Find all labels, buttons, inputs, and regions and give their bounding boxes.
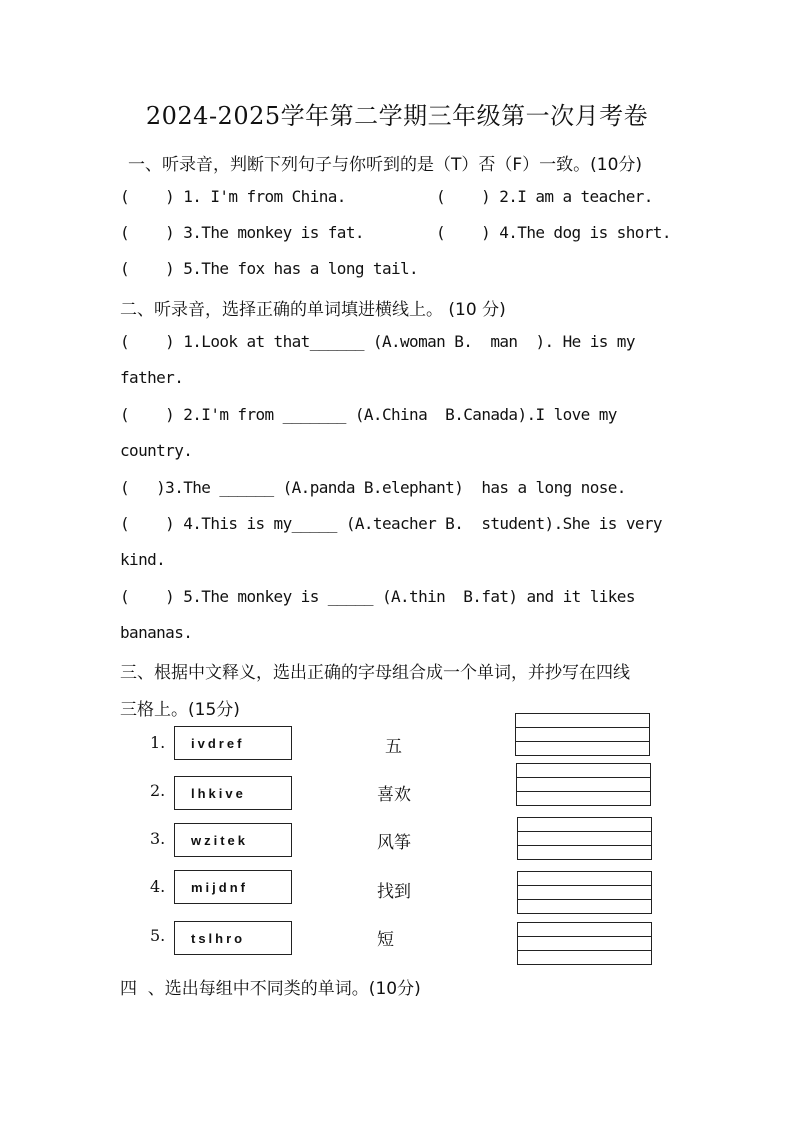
section2-line-3: ( ) 2.I'm from _______ (A.China B.Canada).I love my (120, 405, 617, 424)
chinese-meaning: 喜欢 (377, 785, 411, 805)
section1-item-5: ( ) 5.The fox has a long tail. (120, 259, 419, 278)
section2-line-1: ( ) 1.Look at that______ (A.woman B. man ). He is my (120, 332, 635, 351)
section1-heading: 一、听录音，判断下列句子与你听到的是（T）否（F）一致。(10分) (128, 155, 643, 175)
section2-line-4: country. (120, 441, 193, 460)
section2-line-7: kind. (120, 550, 166, 569)
section1-item-4: ( ) 4.The dog is short. (436, 223, 671, 242)
four-line-grid[interactable] (515, 713, 650, 756)
four-line-grid[interactable] (517, 922, 652, 965)
section1-item-3: ( ) 3.The monkey is fat. (120, 223, 364, 242)
section2-heading: 二、听录音，选择正确的单词填进横线上。 (10 分) (120, 300, 506, 320)
row-number: 4. (150, 877, 166, 896)
section4-heading: 四 、选出每组中不同类的单词。(10分) (120, 979, 421, 999)
letter-box: tslhro (174, 921, 292, 955)
chinese-meaning: 短 (377, 930, 394, 950)
four-line-grid[interactable] (516, 763, 651, 806)
letter-box: ivdref (174, 726, 292, 760)
row-number: 1. (150, 733, 166, 752)
chinese-meaning: 五 (385, 737, 402, 757)
section1-item-1: ( ) 1. I'm from China. (120, 187, 346, 206)
section2-line-8: ( ) 5.The monkey is _____ (A.thin B.fat) and it likes (120, 587, 635, 606)
section1-item-2: ( ) 2.I am a teacher. (436, 187, 653, 206)
section2-line-6: ( ) 4.This is my_____ (A.teacher B. student).She is very (120, 514, 662, 533)
section2-line-5: ( )3.The ______ (A.panda B.elephant) has a long nose. (120, 478, 626, 497)
section2-line-9: bananas. (120, 623, 193, 642)
letter-box: lhkive (174, 776, 292, 810)
chinese-meaning: 找到 (377, 882, 411, 902)
exam-title: 2024-2025学年第二学期三年级第一次月考卷 (145, 102, 649, 130)
row-number: 5. (150, 926, 166, 945)
section2-line-2: father. (120, 368, 184, 387)
row-number: 3. (150, 829, 166, 848)
letter-box: wzitek (174, 823, 292, 857)
four-line-grid[interactable] (517, 871, 652, 914)
row-number: 2. (150, 781, 166, 800)
letter-box: mijdnf (174, 870, 292, 904)
chinese-meaning: 风筝 (377, 833, 411, 853)
four-line-grid[interactable] (517, 817, 652, 860)
section3-heading: 三、根据中文释义，选出正确的字母组合成一个单词，并抄写在四线 (120, 663, 630, 683)
section3-heading-cont: 三格上。(15分) (120, 700, 240, 720)
